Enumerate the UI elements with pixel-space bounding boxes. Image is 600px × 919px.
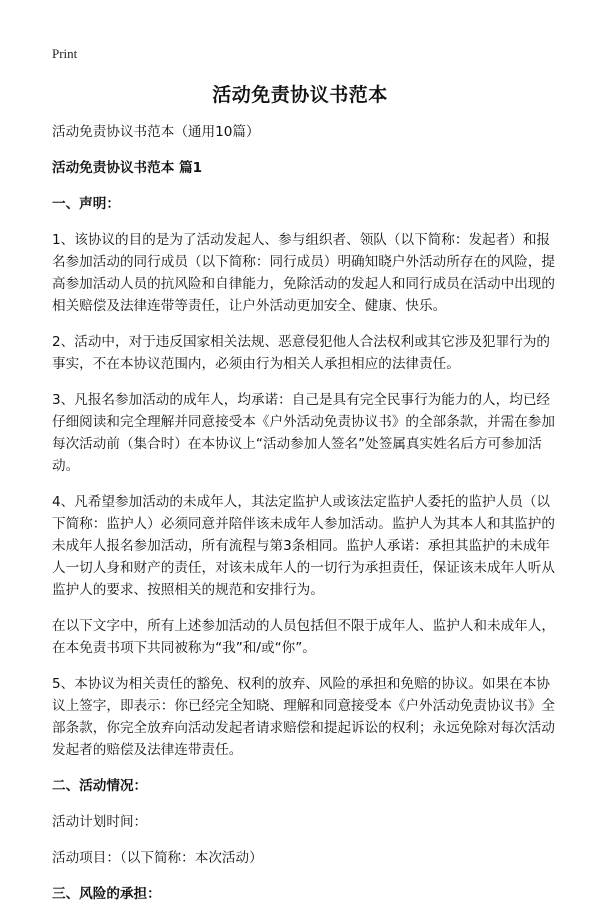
paragraph: 在以下文字中，所有上述参加活动的人员包括但不限于成年人、监护人和未成年人，在本免责书项下共同被称为“我”和/或“你”。 bbox=[52, 618, 555, 656]
document-body bbox=[52, 121, 562, 919]
paragraph: 5、本协议为相关责任的豁免、权利的放弃、风险的承担和免赔的协议。如果在本协议上签字，即表示：你已经完全知晓、理解和同意接受本《户外活动免责协议书》全部条款，你完全放弃向活动发起者请求赔偿和提起诉讼的权利；永远免除对每次活动发起者的赔偿及法律连带责任。 bbox=[52, 676, 555, 758]
paragraph: 1、该协议的目的是为了活动发起人、参与组织者、领队（以下简称：发起者）和报名参加活动的同行成员（以下简称：同行成员）明确知晓户外活动所存在的风险，提高参加活动人员的抗风险和自律能力，免除活动的发起人和同行成员在活动中出现的相关赔偿及法律连带等责任，让户外活动更加安全、健康、快乐。 bbox=[52, 232, 555, 314]
section-heading-declaration: 一、声明： bbox=[52, 196, 120, 212]
article-heading: 活动免责协议书范本 篇1 bbox=[52, 160, 203, 176]
paragraph: 活动计划时间： bbox=[52, 814, 148, 830]
print-link[interactable]: Print bbox=[52, 46, 78, 61]
paragraph: 4、凡希望参加活动的未成年人，其法定监护人或该法定监护人委托的监护人员（以下简称：监护人）必须同意并陪伴该未成年人参加活动。监护人为其本人和其监护的未成年人报名参加活动，所有流程与第3条相同。监护人承诺：承担其监护的未成年人一切人身和财产的责任，对该未成年人的一切行为承担责任，保证该未成年人听从监护人的要求、按照相关的规范和安排行为。 bbox=[52, 494, 555, 598]
paragraph: 活动项目：（以下简称：本次活动） bbox=[52, 850, 263, 866]
section-heading-risk: 三、风险的承担： bbox=[52, 886, 161, 902]
page-title: 活动免责协议书范本 bbox=[212, 84, 388, 106]
document-subtitle: 活动免责协议书范本（通用10篇） bbox=[52, 124, 260, 140]
section-heading-activity: 二、活动情况： bbox=[52, 778, 148, 794]
paragraph: 3、凡报名参加活动的成年人，均承诺：自己是具有完全民事行为能力的人，均已经仔细阅读和完全理解并同意接受本《户外活动免责协议书》的全部条款，并需在参加每次活动前（集合时）在本协议上“活动参加人签名”处签属真实姓名后方可参加活动。 bbox=[52, 392, 555, 474]
paragraph: 2、活动中，对于违反国家相关法规、恶意侵犯他人合法权利或其它涉及犯罪行为的事实，不在本协议范围内，必须由行为相关人承担相应的法律责任。 bbox=[52, 334, 551, 372]
